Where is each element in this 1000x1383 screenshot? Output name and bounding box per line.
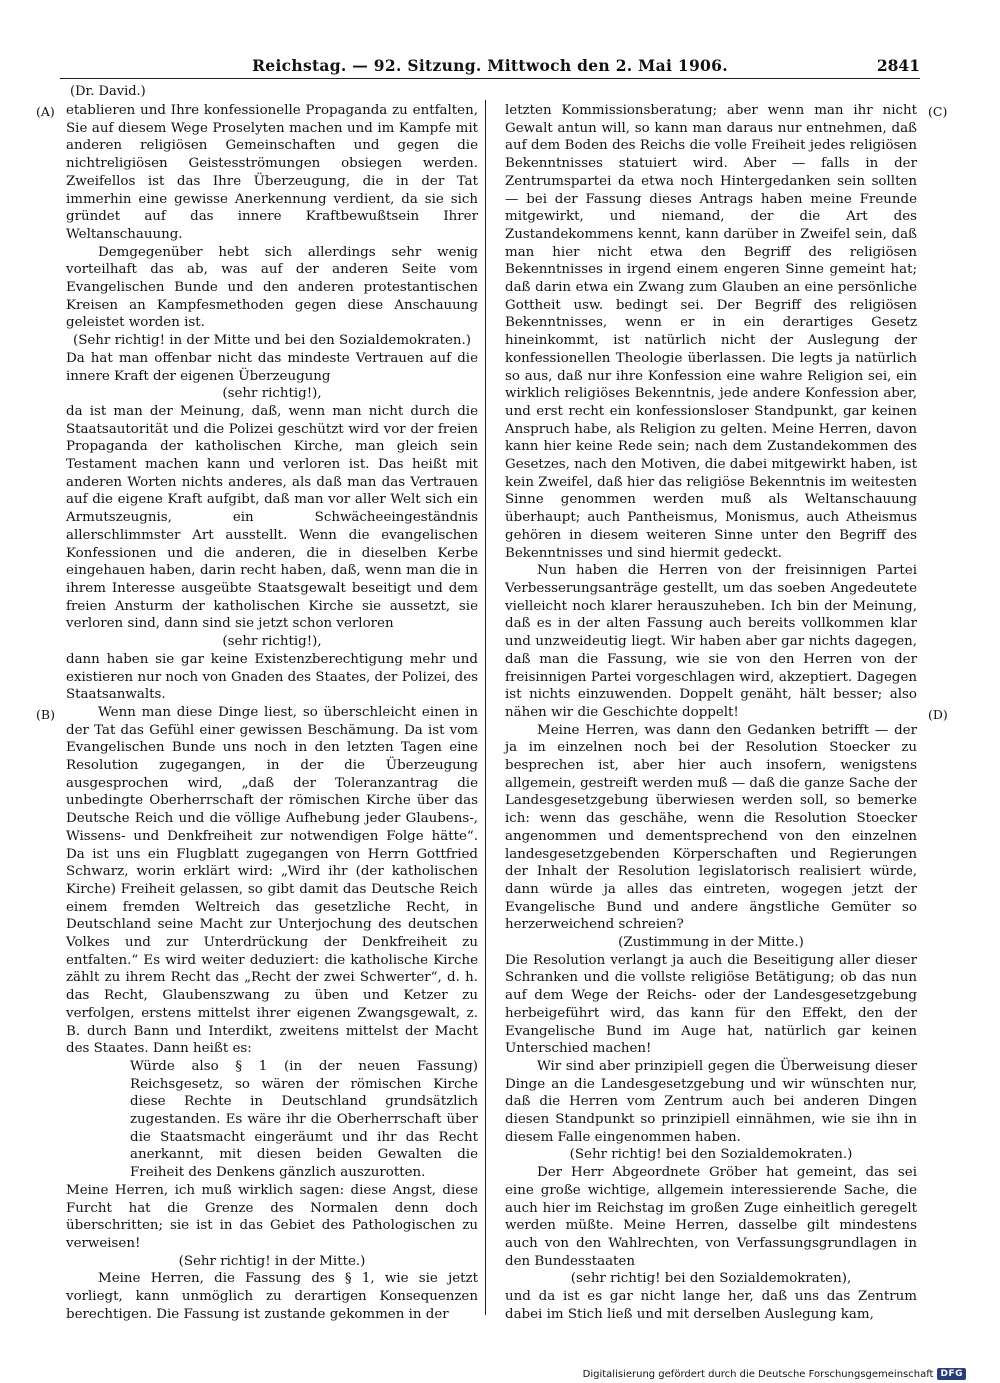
running-header xyxy=(60,56,920,79)
paragraph: Der Herr Abgeordnete Gröber hat gemeint, das sei eine große wichtige, allgemein interessierende Sache, die auch hier im Reichstag im großen Zuge einheitlich geregelt werden müßte. Meine Herren, dasselbe gilt mindestens auch von den Wahlrechten, von Verfassungsgrundlagen in den Bundesstaaten xyxy=(505,1165,917,1269)
margin-marker-d: (D) xyxy=(928,707,948,722)
paragraph: und da ist es gar nicht lange her, daß uns das Zentrum dabei im Stich ließ und mit derselben Auslegung kam, xyxy=(505,1289,917,1322)
interjection: (Zustimmung in der Mitte.) xyxy=(618,935,804,951)
paragraph: Da hat man offenbar nicht das mindeste Vertrauen auf die innere Kraft der eigenen Überzeugung xyxy=(66,350,478,384)
page-number: 2841 xyxy=(876,56,920,75)
header-title: Reichstag. — 92. Sitzung. Mittwoch den 2. Mai 1906. xyxy=(252,56,728,75)
paragraph: Meine Herren, ich muß wirklich sagen: diese Angst, diese Furcht hat die Grenze des Normalen denn doch überschritten; sie ist in das Gebiet des Pathologischen zu verweisen! xyxy=(66,1182,478,1251)
margin-marker-c: (C) xyxy=(928,104,948,119)
margin-marker-a: (A) xyxy=(36,104,55,119)
paragraph: dann haben sie gar keine Existenzberechtigung mehr und existieren nur noch von Gnaden des Staates, der Polizei, des Staatsanwalts. xyxy=(66,651,478,703)
interjection: (Sehr richtig! in der Mitte und bei den Sozialdemokraten.) xyxy=(72,333,472,349)
paragraph: da ist man der Meinung, daß, wenn man nicht durch die Staatsautorität und die Polizei geschützt wird vor der freien Propaganda der katholischen Kirche, man gleich sein Testament machen kann und verloren ist. Das heißt mit anderen Worten nichts anderes, als daß man das Vertrauen auf die eigene Kraft aufgibt, daß man vor aller Welt sich ein Armutszeugnis, ein Schwächeeingeständnis allerschlimmster Art ausstellt. Wenn die evangelischen Konfessionen und die anderen, die in dieselben Kerbe eingehauen haben, darin recht haben, daß, wenn man die in ihrem Interesse ausgeübte Staatsgewalt beseitigt und dem freien Ansturm der katholischen Kirche sie aussetzt, sie verloren sind, dann sind sie jetzt schon verloren xyxy=(66,403,478,632)
paragraph: Wenn man diese Dinge liest, so überschleicht einen in der Tat das Gefühl einer gewissen Beschämung. Da ist vom Evangelischen Bunde uns noch in den letzten Tagen eine Resolution zugegangen, in der die Überzeugung ausgesprochen wird, „daß der Toleranzantrag die unbedingte Oberherrschaft der römischen Kirche über das Deutsche Reich und die völlige Aufhebung jeder Glaubens-, Wissens- und Denkfreiheit zur notwendigen Folge hätte“. Da ist uns ein Flugblatt zugegangen von Herrn Gottfried Schwarz, worin erklärt wird: „Wird ihr (der katholischen Kirche) Freiheit gelassen, so gibt damit das Deutsche Reich einem fremden Weltreich das gesetzliche Recht, in Deutschland seine Macht zur Unterjochung des deutschen Volkes und zur Unterdrückung der Denkfreiheit zu entfalten.“ Es wird weiter deduziert: die katholische Kirche zählt zu ihrem Recht das „Recht der zwei Schwerter“, d. h. das Recht, Glaubenszwang zu üben und Ketzer zu verfolgen, erstens mittelst ihrer eigenen Zwangsgewalt, z. B. durch Bann und Interdikt, zweitens mittelst der Macht des Staates. Dann heißt es: xyxy=(66,704,478,1057)
interjection: (Sehr richtig! in der Mitte.) xyxy=(178,1253,366,1269)
paragraph: Die Resolution verlangt ja auch die Beseitigung aller dieser Schranken und die vollste religiöse Betätigung; ob das nun auf dem Wege der Reichs- oder der Landesgesetzgebung herbeigeführt wird, das kann für den Effekt, den der Evangelische Bund im Auge hat, natürlich gar keinen Unterschied machen! xyxy=(505,952,917,1057)
footer-credit xyxy=(583,1368,966,1380)
paragraph: Nun haben die Herren von der freisinnigen Partei Verbesserungsanträge gestellt, um das soeben Angedeutete vielleicht noch klarer herauszuheben. Ich bin der Meinung, daß es in der alten Fassung auch bereits vollkommen klar und unzweideutig liegt. Wir haben aber gar nichts dagegen, daß man die Fassung, wie sie von den Herren von der freisinnigen Partei vorgeschlagen wird, akzeptiert. Dagegen ist nichts einzuwenden. Doppelt genäht, hält besser; also nähen wir die Geschichte doppelt! xyxy=(505,563,917,720)
right-column xyxy=(505,102,917,1322)
interjection: (sehr richtig!), xyxy=(222,386,322,402)
left-column xyxy=(66,102,478,1322)
footer-text: Digitalisierung gefördert durch die Deutsche Forschungsgemeinschaft xyxy=(582,1368,934,1380)
interjection: (Sehr richtig! bei den Sozialdemokraten.) xyxy=(569,1147,853,1163)
block-quote: Würde also § 1 (in der neuen Fassung) Reichsgesetz, so wären der römischen Kirche diese Rechte in Deutschland grundsätzlich zugestanden. Es wäre ihr die Oberherrschaft über die Staatsmacht eingeräumt und ihr das Recht anerkannt, mit diesen beiden Gewalten die Freiheit des Denkens gänzlich auszurotten. xyxy=(130,1058,478,1181)
dfg-logo-icon: DFG xyxy=(937,1368,966,1380)
column-divider xyxy=(485,100,486,1315)
paragraph: Meine Herren, was dann den Gedanken betrifft — der ja im einzelnen noch bei der Resolution Stoecker zu besprechen ist, aber hier auch insofern, wenigstens allgemein, gestreift werden muß — daß die ganze Sache der Landesgesetzgebung überwiesen werden soll, so bemerke ich: wenn das geschähe, wenn die Resolution Stoecker angenommen und dementsprechend von den einzelnen landesgesetzgebenden Körperschaften und Regierungen der Inhalt der Resolution legislatorisch realisiert würde, dann würde ja alles das eintreten, wogegen jetzt der Evangelische Bund und andere ängstliche Gemüter so herzerweichend schreien? xyxy=(505,722,917,933)
paragraph: Demgegenüber hebt sich allerdings sehr wenig vorteilhaft das ab, was auf der anderen Seite vom Evangelischen Bunde und den anderen protestantischen Kreisen an Kampfesmethoden gegen diese Anschauung geleistet worden ist. xyxy=(66,244,478,331)
margin-marker-b: (B) xyxy=(36,707,55,722)
paragraph: Meine Herren, die Fassung des § 1, wie sie jetzt vorliegt, kann unmöglich zu derartigen Konsequenzen berechtigen. Die Fassung ist zustande gekommen in der xyxy=(66,1271,478,1322)
paragraph: Wir sind aber prinzipiell gegen die Überweisung dieser Dinge an die Landesgesetzgebung und wir wünschten nur, daß die Herren vom Zentrum auch bei anderen Dingen diesen Standpunkt so prinzipiell einnähmen, wie sie ihn in diesem Falle eingenommen haben. xyxy=(505,1058,917,1145)
paragraph: etablieren und Ihre konfessionelle Propaganda zu entfalten, Sie auf diesem Wege Proselyten machen und im Kampfe mit anderen religiösen Gemeinschaften und gegen die nichtreligiösen Geistesströmungen obsiegen werden. Zweifellos ist das Ihre Überzeugung, die in der Tat immerhin eine gewisse Anerkennung verdient, da sie sich gründet auf das innere Kraftbewußtsein Ihrer Weltanschauung. xyxy=(66,103,478,242)
speaker-label: (Dr. David.) xyxy=(70,84,146,99)
interjection: (sehr richtig!), xyxy=(222,634,322,650)
paragraph: letzten Kommissionsberatung; aber wenn man ihr nicht Gewalt antun will, so kann man daraus nur entnehmen, daß auf dem Boden des Reichs die volle Freiheit jedes religiösen Bekenntnisses statuiert wird. Aber — falls in der Zentrumspartei da etwa noch Hintergedanken sein sollten — bei der Fassung dieses Antrags haben meine Freunde mitgewirkt, und niemand, der die Art des Zustandekommens kennt, kann darüber in Zweifel sein, daß man hier nicht etwa den Begriff des religiösen Bekenntnisses in irgend einem engeren Sinne gemeint hat; daß darin etwa ein Zwang zum Glauben an eine persönliche Gottheit usw. bedingt sei. Der Begriff des religiösen Bekenntnisses, wenn er in ein derartiges Gesetz hineinkommt, ist natürlich nicht der Auslegung der konfessionellen Theologie überlassen. Die legts ja natürlich so aus, daß nur ihre Konfession eine wahre Religion sei, ein wirklich religiöses Bekenntnis, jede andere Konfession aber, und erst recht ein konfessionsloser Standpunkt, gar keinen Anspruch habe, als Religion zu gelten. Meine Herren, davon kann hier keine Rede sein; nach dem Zustandekommen des Gesetzes, nach den Motiven, die dabei mitgewirkt haben, ist kein Zweifel, daß hier das religiöse Bekenntnis im weitesten Sinne genommen werden muß als Weltanschauung überhaupt; auch Pantheismus, Monismus, auch Atheismus gehören in diesem weiteren Sinne unter den Begriff des Bekenntnisses und sind hiermit gedeckt. xyxy=(505,103,917,561)
interjection: (sehr richtig! bei den Sozialdemokraten), xyxy=(570,1271,852,1287)
